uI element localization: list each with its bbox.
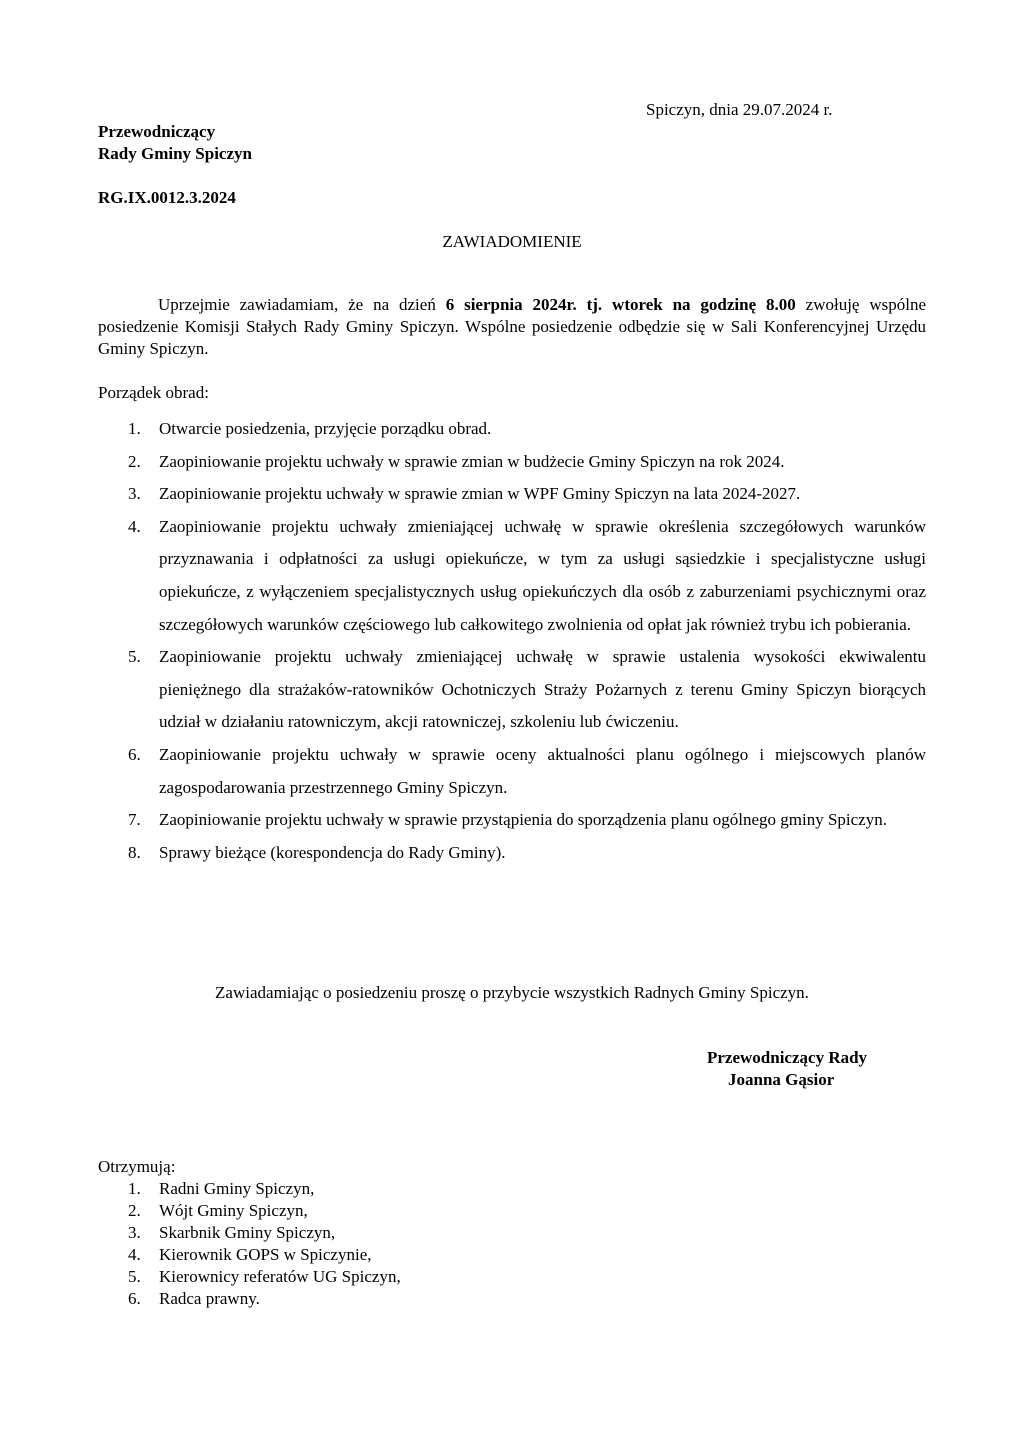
recipient-number: 4. [128,1245,141,1264]
agenda-item-number: 2. [128,451,141,471]
agenda-item-text: Zaopiniowanie projektu uchwały w sprawie zmian w budżecie Gminy Spiczyn na rok 2024. [159,451,785,471]
agenda-item-number: 7. [128,810,141,830]
recipient-number: 6. [128,1289,141,1308]
agenda-list [98,413,926,869]
document-title: ZAWIADOMIENIE [442,232,582,251]
agenda-item-number: 5. [128,647,141,667]
recipients-label: Otrzymują: [98,1157,176,1176]
recipient-item [98,1288,401,1310]
agenda-item-number: 1. [128,419,141,438]
recipient-item [98,1266,401,1288]
agenda-item [98,739,926,804]
intro-text-1: Uprzejmie zawiadamiam, że na dzień [158,295,446,314]
agenda-item-text: Sprawy bieżące (korespondencja do Rady Gminy). [159,842,506,862]
reference-number: RG.IX.0012.3.2024 [98,188,236,207]
place-date: Spiczyn, dnia 29.07.2024 r. [646,100,833,119]
agenda-item-number: 6. [128,744,141,764]
agenda-item [98,641,926,739]
agenda-item-number: 8. [128,842,141,862]
recipient-item [98,1178,401,1200]
agenda-item-number: 4. [128,516,141,536]
agenda-item-text: Zaopiniowanie projektu uchwały w sprawie oceny aktualności planu ogólnego i miejscowych planów zagospodarowania przestrzennego Gminy Spiczyn. [159,744,926,797]
agenda-item-text: Zaopiniowanie projektu uchwały zmieniającej uchwałę w sprawie ustalenia wysokości ekwiwalentu pieniężnego dla strażaków-ratowników Ochotniczych Straży Pożarnych z terenu Gminy Spiczyn biorących udział w działaniu ratowniczym, akcji ratowniczej, szkoleniu lub ćwiczeniu. [159,647,926,732]
recipient-number: 3. [128,1223,141,1242]
agenda-item [98,413,926,446]
agenda-item [98,837,926,870]
agenda-label: Porządek obrad: [98,383,209,402]
agenda-item-number: 3. [128,484,141,504]
recipient-text: Radca prawny. [159,1289,260,1308]
recipient-text: Radni Gminy Spiczyn, [159,1179,315,1198]
intro-text-2: zwołuję wspólne posiedzenie Komisji Stałych Rady Gminy Spiczyn. Wspólne posiedzenie odbędzie się w Sali Konferencyjnej Urzędu Gminy Spiczyn. [98,295,926,358]
signature-name: Joanna Gąsior [728,1070,835,1089]
recipient-text: Wójt Gminy Spiczyn, [159,1201,308,1220]
intro-meeting-date: 6 sierpnia 2024r. tj. wtorek na godzinę 8.00 [445,295,796,314]
closing-statement: Zawiadamiając o posiedzeniu proszę o przybycie wszystkich Radnych Gminy Spiczyn. [215,983,809,1002]
recipient-text: Kierownik GOPS w Spiczynie, [159,1245,372,1264]
recipient-item [98,1222,401,1244]
sender-council: Rady Gminy Spiczyn [98,144,252,163]
agenda-item [98,511,926,641]
recipient-text: Kierownicy referatów UG Spiczyn, [159,1267,401,1286]
sender-title: Przewodniczący [98,122,216,141]
agenda-item-text: Zaopiniowanie projektu uchwały w sprawie przystąpienia do sporządzenia planu ogólnego gminy Spiczyn. [159,810,887,830]
recipient-item [98,1200,401,1222]
agenda-item-text: Zaopiniowanie projektu uchwały zmieniającej uchwałę w sprawie określenia szczegółowych warunków przyznawania i odpłatności za usługi opiekuńcze, w tym za usługi sąsiedzkie i specjalistyczne usługi opiekuńcze, z wyłączeniem specjalistycznych usług opiekuńczych dla osób z zaburzeniami psychicznymi oraz szczegółowych warunków częściowego lub całkowitego zwolnienia od opłat jak również trybu ich pobierania. [159,516,926,634]
agenda-item [98,804,926,837]
agenda-item [98,478,926,511]
recipient-number: 1. [128,1179,141,1198]
agenda-item [98,446,926,479]
recipient-item [98,1244,401,1266]
recipient-number: 2. [128,1201,141,1220]
signature-role: Przewodniczący Rady [707,1048,868,1067]
recipient-number: 5. [128,1267,141,1286]
agenda-item-text: Zaopiniowanie projektu uchwały w sprawie zmian w WPF Gminy Spiczyn na lata 2024-2027. [159,484,801,504]
agenda-item-text: Otwarcie posiedzenia, przyjęcie porządku obrad. [159,419,492,438]
recipient-text: Skarbnik Gminy Spiczyn, [159,1223,336,1242]
recipients-list [98,1178,401,1310]
intro-paragraph [98,294,926,360]
